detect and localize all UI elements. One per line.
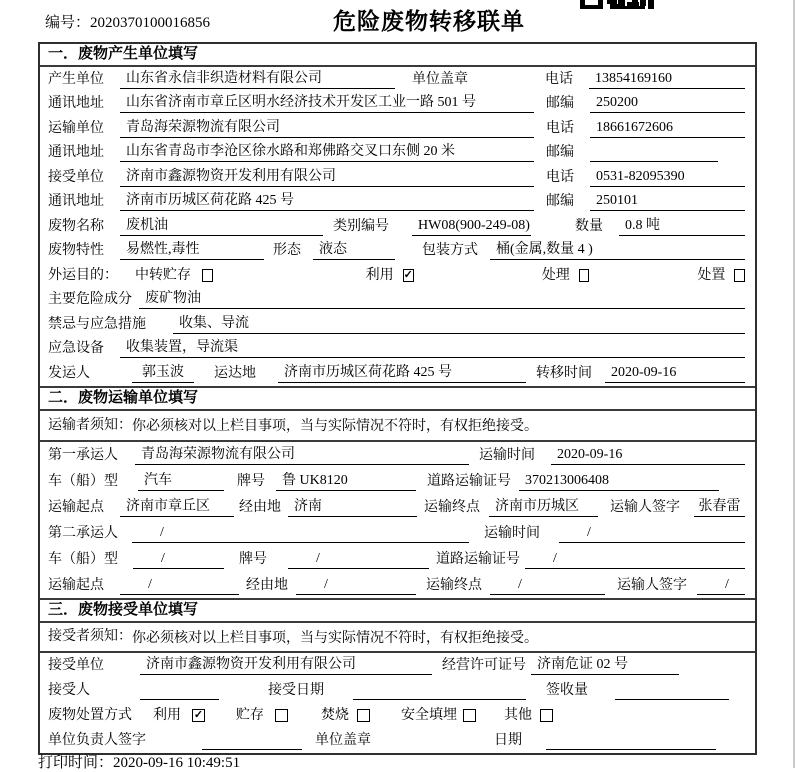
row-producer [40,67,755,92]
route-end-label: 运输终点 [426,577,482,593]
received-qty-label: 签收量 [546,682,588,698]
row-disposal-method [40,703,755,728]
plate-label: 牌号 [239,551,267,567]
transport-time-value: / [559,523,745,543]
receiver-notice-label: 接受者须知： [48,629,132,644]
address-label: 通讯地址 [48,194,104,209]
producer-value: 山东省永信非织造材料有限公司 [120,69,395,89]
vehicle-type-value: / [133,549,224,569]
producer-zip: 250200 [590,93,745,113]
print-timestamp [38,751,240,772]
transporter-notice-label: 运输者须知： [48,417,132,433]
print-time-label: 打印时间： [38,755,114,771]
route-via-label: 经由地 [246,577,288,593]
row-receiver [40,165,755,190]
purpose-option-utilize: 利用 [365,267,394,283]
serial-number [45,11,210,32]
route-start-label: 运输起点 [48,499,104,515]
row-vehicle1 [40,468,755,494]
producer-label: 产生单位 [48,71,104,87]
disposal-option-other: 其他 [504,707,532,723]
row-acceptance [40,678,755,703]
transfer-time-label: 转移时间 [536,365,592,381]
disposal-option-utilize: 利用 [153,707,181,723]
carrier-sign-value: 张春雷 [694,497,745,517]
acceptor-value [140,681,219,700]
date-value [546,731,716,750]
receiving-unit-value: 济南市鑫源物资开发利用有限公司 [140,655,432,675]
responsible-sign-value [202,731,302,750]
emergency-measures-label: 禁忌与应急措施 [48,316,146,332]
transporter-address-value: 山东省青岛市李沧区徐水路和郑佛路交叉口东侧 20 米 [120,142,534,162]
hazard-label: 主要危险成分 [48,292,132,307]
address-label: 通讯地址 [48,145,104,160]
road-permit-label: 道路运输证号 [436,551,520,567]
zip-label: 邮编 [546,96,574,111]
row-carrier2 [40,520,755,546]
route-start-label: 运输起点 [48,577,104,593]
transport-time-value: 2020-09-16 [551,445,745,465]
checkbox-disposal-other [540,709,553,722]
form-label: 形态 [273,243,301,258]
receiver-label: 接受单位 [48,169,104,185]
carrier-sign-label: 运输人签字 [617,577,687,593]
purpose-option-treat: 处理 [541,267,570,283]
purpose-option-transfer-storage: 中转贮存 [135,267,191,283]
address-label: 通讯地址 [48,96,104,111]
destination-value: 济南市历城区荷花路 425 号 [278,363,526,383]
row-transporter-notice [40,411,755,442]
row-route2 [40,572,755,598]
waste-code-value: HW08(900-249-08) [412,216,531,236]
waste-name-label: 废物名称 [48,218,104,234]
destination-label: 运达地 [214,365,256,381]
row-vehicle2 [40,546,755,572]
route-start-value: 济南市章丘区 [120,497,234,517]
row-route1 [40,494,755,520]
disposal-option-store: 贮存 [236,707,264,723]
plate-label: 牌号 [237,473,265,489]
window-edge-divider [793,0,795,768]
route-end-label: 运输终点 [424,499,480,515]
emergency-measures-value: 收集、导流 [173,314,745,334]
vehicle-type-value: 汽车 [138,471,224,491]
row-producer-address [40,92,755,117]
road-permit-value: 370213006408 [519,471,719,491]
waste-property-label: 废物特性 [48,243,104,258]
accept-date-label: 接受日期 [268,682,324,698]
page-title: 危险废物转移联单 [333,9,525,34]
row-receiver-address [40,190,755,215]
packing-value: 桶(金属,数量 4 ) [490,240,745,260]
transporter-notice-text: 你必须核对以上栏目事项，当与实际情况不符时，有权拒绝接受。 [132,419,538,434]
transporter-label: 运输单位 [48,120,104,136]
row-purpose [40,263,755,288]
row-receiver-notice [40,623,755,653]
receiver-address-value: 济南市历城区荷花路 425 号 [120,191,534,211]
transporter-zip [590,143,718,162]
receiver-zip: 250101 [590,191,745,211]
checkbox-transfer-storage [202,269,213,282]
acceptor-label: 接受人 [48,682,90,698]
section1-header: 一．废物产生单位填写 [40,44,755,67]
phone-label: 电话 [546,120,574,136]
emergency-equipment-label: 应急设备 [48,341,104,356]
purpose-label: 外运目的： [48,267,118,283]
date-label: 日期 [494,732,522,748]
print-time-value: 2020-09-16 10:49:51 [113,755,241,771]
transport-time-label: 运输时间 [479,447,535,463]
row-receiving-unit [40,653,755,678]
section3-header: 三．废物接受单位填写 [40,598,755,623]
emergency-equipment-value: 收集装置，导流渠 [120,338,745,358]
row-emergency-equipment [40,337,755,362]
route-via-value: 济南 [288,497,417,517]
row-dispatch [40,361,755,386]
checkbox-dispose [734,269,745,282]
receiving-unit-label: 接受单位 [48,657,104,673]
row-transporter-address [40,141,755,166]
waste-code-label: 类别编号 [333,218,389,234]
unit-seal-label: 单位盖章 [315,732,371,748]
qr-code-icon [580,0,654,10]
plate-value: / [288,549,429,569]
receiver-phone: 0531-82095390 [590,167,745,187]
plate-value: 鲁 UK8120 [276,471,416,491]
road-permit-value: / [525,549,745,569]
checkbox-disposal-utilize: ✓ [193,708,204,721]
disposal-option-landfill: 安全填埋 [401,707,457,723]
license-label: 经营许可证号 [442,657,526,673]
packing-label: 包装方式 [422,243,478,258]
checkbox-disposal-incinerate [357,709,370,722]
dispatcher-value: 郭玉波 [132,363,194,383]
carrier2-label: 第二承运人 [48,525,118,541]
zip-label: 邮编 [546,194,574,209]
received-qty-value [615,681,729,700]
accept-date-value [353,681,526,700]
receiver-value: 济南市鑫源物资开发利用有限公司 [120,167,534,187]
responsible-sign-label: 单位负责人签字 [48,732,146,748]
route-end-value: / [490,575,605,595]
row-waste-property [40,239,755,264]
section2-header: 二．废物运输单位填写 [40,386,755,411]
quantity-value: 0.8 吨 [619,216,745,236]
vehicle-type-label: 车（船）型 [48,473,118,489]
quantity-label: 数量 [575,218,603,234]
road-permit-label: 道路运输证号 [427,473,511,489]
row-transporter [40,116,755,141]
disposal-option-incinerate: 焚烧 [321,707,349,723]
route-end-value: 济南市历城区 [489,497,598,517]
carrier-sign-label: 运输人签字 [610,499,680,515]
row-emergency-measures [40,312,755,337]
checkbox-disposal-landfill [463,709,476,722]
transporter-value: 青岛海荣源物流有限公司 [120,118,534,138]
vehicle-type-label: 车（船）型 [48,551,118,567]
producer-phone: 13854169160 [589,69,745,89]
disposal-method-label: 废物处置方式 [48,707,132,723]
carrier-sign-value: / [697,575,745,595]
carrier1-label: 第一承运人 [48,447,118,463]
checkbox-disposal-store [275,709,288,722]
seal-label: 单位盖章 [412,71,468,87]
row-carrier1 [40,442,755,468]
serial-label: 编号： [45,15,91,31]
route-via-label: 经由地 [239,499,281,515]
purpose-option-dispose: 处置 [697,267,726,283]
serial-value: 2020370100016856 [90,15,211,31]
producer-address-value: 山东省济南市章丘区明水经济技术开发区工业一路 501 号 [120,93,534,113]
row-responsible-signature [40,728,755,753]
receiver-notice-text: 你必须核对以上栏目事项，当与实际情况不符时，有权拒绝接受。 [132,630,538,646]
carrier1-value: 青岛海荣源物流有限公司 [135,445,469,465]
hazard-value: 废矿物油 [139,289,745,309]
phone-label: 电话 [545,71,573,87]
carrier2-value: / [132,523,469,543]
route-start-value: / [120,575,239,595]
license-value: 济南危证 02 号 [531,655,679,675]
waste-property-value: 易燃性,毒性 [120,240,264,260]
transfer-time-value: 2020-09-16 [605,363,745,383]
transporter-phone: 18661672606 [590,118,745,138]
transfer-manifest-form [38,42,757,755]
transport-time-label: 运输时间 [484,525,540,541]
row-hazard [40,288,755,313]
route-via-value: / [296,575,416,595]
zip-label: 邮编 [546,145,574,160]
form-value: 液态 [313,240,395,260]
checkbox-utilize: ✓ [403,268,413,281]
checkbox-treat [579,269,590,282]
waste-name-value: 废机油 [120,216,323,236]
phone-label: 电话 [546,169,574,185]
dispatcher-label: 发运人 [48,365,90,381]
row-waste-name [40,214,755,239]
